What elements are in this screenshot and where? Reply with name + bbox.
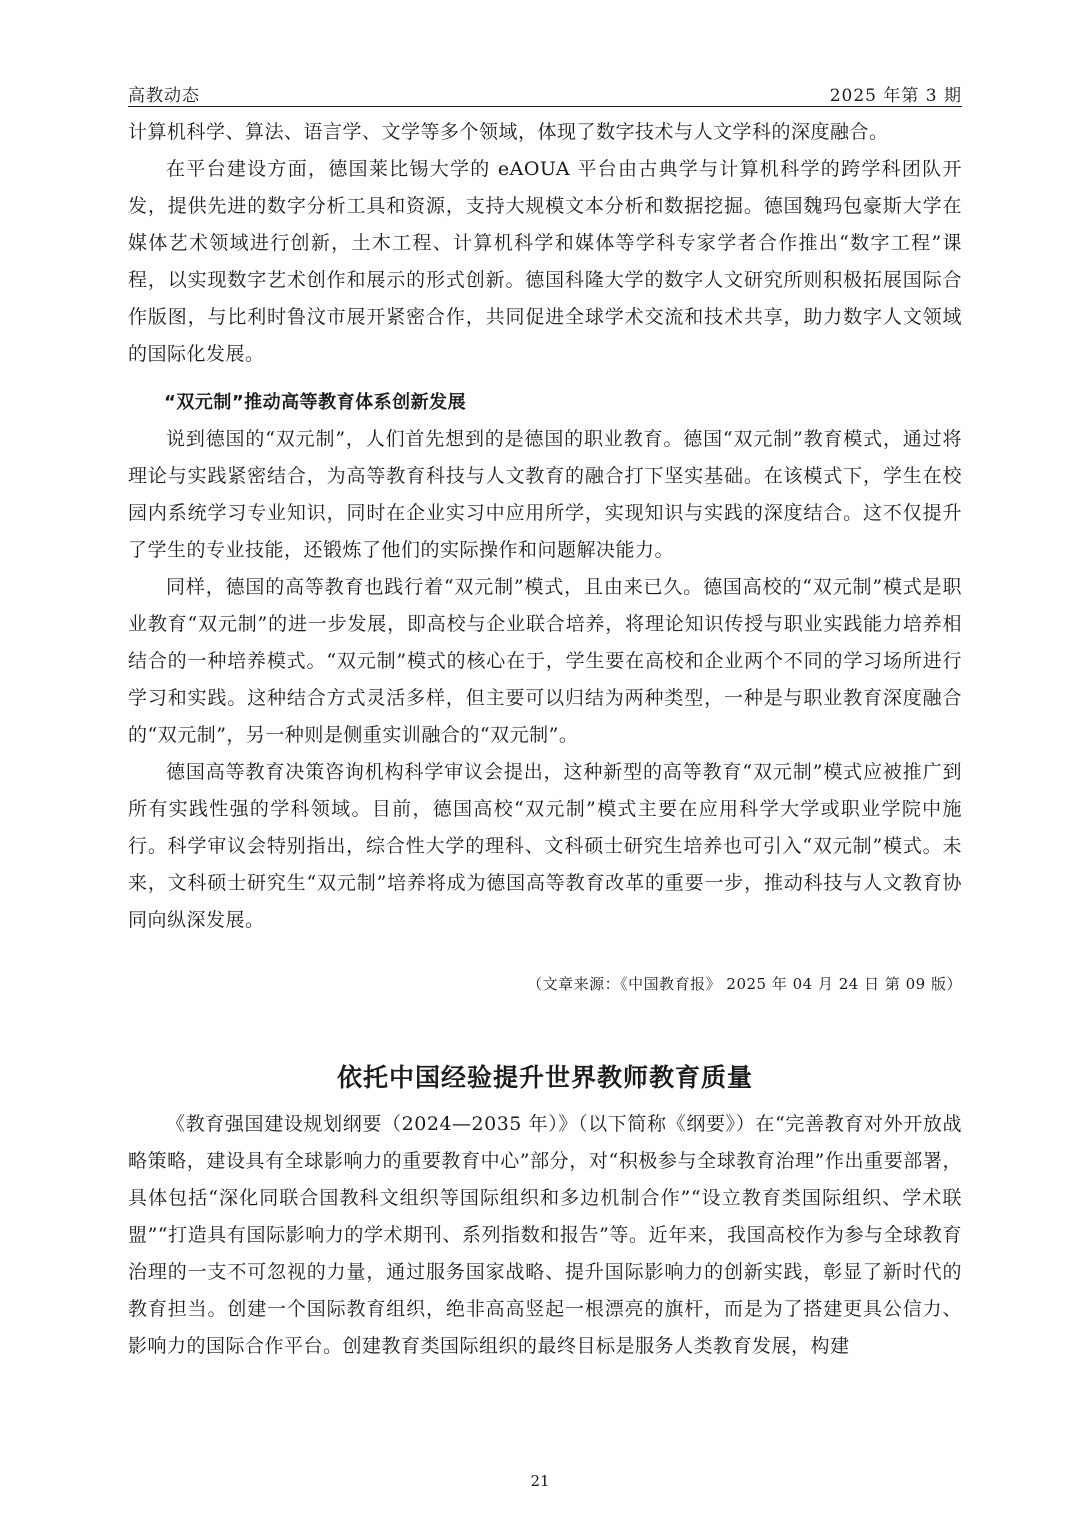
paragraph-platforms: 在平台建设方面，德国莱比锡大学的 eAOUA 平台由古典学与计算机科学的跨学科团队开发，提供先进的数字分析工具和资源，支持大规模文本分析和数据挖掘。德国魏玛包豪斯大学在媒体艺术领域进行创新，土木工程、计算机科学和媒体等学科专家学者合作推出“数字工程”课程，以实现数字艺术创作和展示的形式创新。德国科隆大学的数字人文研究所则积极拓展国际合作版图，与比利时鲁汶市展开紧密合作，共同促进全球学术交流和技术共享，助力数字人文领域的国际化发展。 [128, 158, 962, 365]
section-dual-system [128, 384, 962, 939]
article-source: （文章来源：《中国教育报》 2025 年 04 月 24 日 第 09 版） [527, 975, 962, 993]
section-subheading: “双元制”推动高等教育体系创新发展 [164, 392, 467, 413]
header-rule [128, 106, 962, 107]
source-block [128, 966, 962, 1003]
paragraph-dual-higher-ed: 同样，德国的高等教育也践行着“双元制”模式，且由来已久。德国高校的“双元制”模式是职业教育“双元制”的进一步发展，即高校与企业联合培养，将理论知识传授与职业实践能力培养相结合的一种培养模式。“双元制”模式的核心在于，学生要在高校和企业两个不同的学习场所进行学习和实践。这种结合方式灵活多样，但主要可以归结为两种类型，一种是与职业教育深度融合的“双元制”，另一种则是侧重实训融合的“双元制”。 [128, 576, 962, 746]
paragraph-dual-intro: 说到德国的“双元制”，人们首先想到的是德国的职业教育。德国“双元制”教育模式，通过将理论与实践紧密结合，为高等教育科技与人文教育的融合打下坚实基础。在该模式下，学生在校园内系统学习专业知识，同时在企业实习中应用所学，实现知识与实践的深度结合。这不仅提升了学生的专业技能，还锻炼了他们的实际操作和问题解决能力。 [128, 428, 962, 561]
paragraph-dual-future: 德国高等教育决策咨询机构科学审议会提出，这种新型的高等教育“双元制”模式应被推广到所有实践性强的学科领域。目前，德国高校“双元制”模式主要在应用科学大学或职业学院中施行。科学审议会特别指出，综合性大学的理科、文科硕士研究生培养也可引入“双元制”模式。未来，文科硕士研究生“双元制”培养将成为德国高等教育改革的重要一步，推动科技与人文教育协同向纵深发展。 [128, 761, 962, 931]
journal-name: 高教动态 [128, 86, 200, 106]
running-header [128, 80, 962, 106]
issue-label: 2025 年第 3 期 [829, 86, 962, 106]
page-number: 21 [530, 1472, 550, 1490]
article2-body [128, 1106, 962, 1365]
paragraph-continued: 计算机科学、算法、语言学、文学等多个领域，体现了数字技术与人文学科的深度融合。 [128, 121, 889, 143]
article-title: 依托中国经验提升世界教师教育质量 [336, 1063, 753, 1092]
paragraph-article2: 《教育强国建设规划纲要（2024—2035 年）》（以下简称《纲要》）在“完善教育对外开放战略策略，建设具有全球影响力的重要教育中心”部分，对“积极参与全球教育治理”作出重要部署，具体包括“深化同联合国教科文组织等国际组织和多边机制合作”“设立教育类国际组织、学术联盟”“打造具有国际影响力的学术期刊、系列指数和报告”等。近年来，我国高校作为参与全球教育治理的一支不可忽视的力量，通过服务国家战略、提升国际影响力的创新实践，彰显了新时代的教育担当。创建一个国际教育组织，绝非高高竖起一根漂亮的旗杆，而是为了搭建更具公信力、影响力的国际合作平台。创建教育类国际组织的最终目标是服务人类教育发展，构建 [128, 1113, 962, 1357]
section-continued [128, 114, 962, 373]
